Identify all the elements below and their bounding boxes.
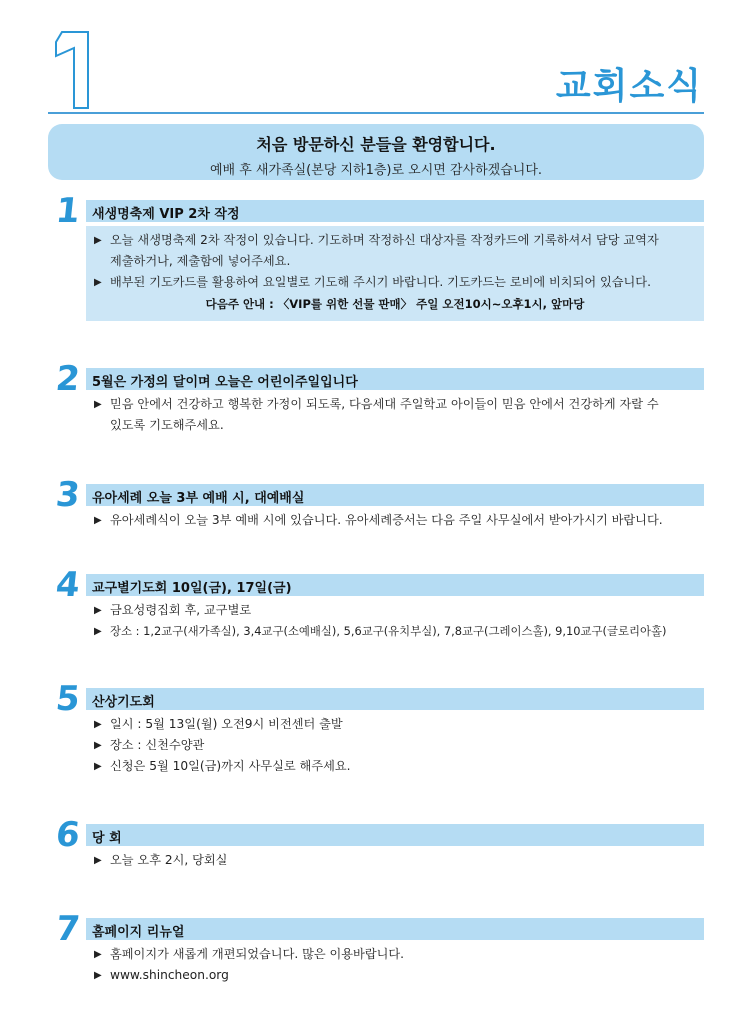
list-item: ▶ 오늘 오후 2시, 당회실 bbox=[86, 850, 704, 871]
bullet-icon: ▶ bbox=[94, 399, 102, 410]
section-number: 5 bbox=[53, 679, 82, 719]
list-item: ▶ 장소 : 신천수양관 bbox=[86, 735, 704, 756]
list-item: ▶ 장소 : 1,2교구(새가족실), 3,4교구(소예배실), 5,6교구(유치부실), 7,8교구(그레이스홀), 9,10교구(글로리아홀) bbox=[86, 621, 704, 642]
section-content bbox=[86, 600, 704, 642]
list-item: ▶ 일시 : 5월 13일(월) 오전9시 비전센터 출발 bbox=[86, 714, 704, 735]
welcome-banner bbox=[48, 124, 704, 180]
bullet-icon: ▶ bbox=[94, 761, 102, 772]
list-item: ▶ 홈페이지가 새롭게 개편되었습니다. 많은 이용바랍니다. bbox=[86, 944, 704, 965]
section-number: 6 bbox=[53, 815, 82, 855]
next-week-note: 다음주 안내 : 〈VIP를 위한 선물 판매〉 주일 오전10시~오후1시, 앞마당 bbox=[205, 297, 585, 311]
section-content bbox=[86, 944, 704, 986]
section-heading-bar bbox=[86, 918, 704, 940]
list-item: ▶ 신청은 5월 10일(금)까지 사무실로 해주세요. bbox=[86, 756, 704, 777]
section-content bbox=[86, 510, 704, 531]
bullet-icon: ▶ bbox=[94, 740, 102, 751]
section-number: 4 bbox=[53, 565, 82, 605]
section-heading: 당 회 bbox=[92, 831, 122, 846]
section-number: 3 bbox=[53, 475, 82, 515]
section-heading-bar bbox=[86, 824, 704, 846]
section-content bbox=[86, 714, 704, 777]
list-item bbox=[86, 965, 704, 986]
section-number: 2 bbox=[53, 359, 82, 399]
section-number: 7 bbox=[53, 909, 82, 949]
list-item-continued: 제출하거나, 제출함에 넣어주세요. bbox=[110, 254, 291, 268]
section-heading: 홈페이지 리뉴얼 bbox=[92, 925, 185, 940]
section-heading-bar bbox=[86, 200, 704, 222]
bullet-icon: ▶ bbox=[94, 970, 102, 981]
section-heading-bar bbox=[86, 574, 704, 596]
title-divider bbox=[48, 112, 704, 114]
list-item-continued: 있도록 기도해주세요. bbox=[110, 418, 224, 432]
bullet-icon: ▶ bbox=[94, 719, 102, 730]
list-item: ▶ 믿음 안에서 건강하고 행복한 가정이 되도록, 다음세대 주일학교 아이들이 믿음 안에서 건강하게 자랄 수 bbox=[86, 394, 704, 415]
section-heading-bar bbox=[86, 368, 704, 390]
bullet-icon: ▶ bbox=[94, 515, 102, 526]
section-content bbox=[86, 226, 704, 321]
page-number-outline bbox=[40, 28, 104, 116]
section-heading-bar bbox=[86, 484, 704, 506]
welcome-subtitle: 예배 후 새가족실(본당 지하1층)로 오시면 감사하겠습니다. bbox=[209, 163, 543, 178]
bullet-icon: ▶ bbox=[94, 949, 102, 960]
bullet-icon: ▶ bbox=[94, 605, 102, 616]
bullet-icon: ▶ bbox=[94, 855, 102, 866]
section-heading: 5월은 가정의 달이며 오늘은 어린이주일입니다 bbox=[92, 375, 358, 390]
list-item: ▶ 유아세례식이 오늘 3부 예배 시에 있습니다. 유아세례증서는 다음 주일 사무실에서 받아가시기 바랍니다. bbox=[86, 510, 704, 531]
section-heading-bar bbox=[86, 688, 704, 710]
bullet-icon: ▶ bbox=[94, 235, 102, 246]
section-heading: 새생명축제 VIP 2차 작정 bbox=[92, 207, 240, 222]
list-item: ▶ 금요성령집회 후, 교구별로 bbox=[86, 600, 704, 621]
page-title: 교회소식 bbox=[555, 66, 703, 107]
section-heading: 교구별기도회 10일(금), 17일(금) bbox=[92, 581, 292, 596]
list-item: ▶ 오늘 새생명축제 2차 작정이 있습니다. 기도하며 작정하신 대상자를 작정카드에 기록하셔서 담당 교역자 bbox=[86, 230, 704, 251]
bullet-icon: ▶ bbox=[94, 626, 102, 637]
section-heading: 유아세례 오늘 3부 예배 시, 대예배실 bbox=[92, 491, 305, 506]
section-content bbox=[86, 850, 704, 871]
section-heading: 산상기도회 bbox=[92, 695, 155, 710]
list-item: ▶ 배부된 기도카드를 활용하여 요일별로 기도해 주시기 바랍니다. 기도카드는 로비에 비치되어 있습니다. bbox=[86, 272, 704, 293]
welcome-title: 처음 방문하신 분들을 환영합니다. bbox=[256, 135, 496, 154]
section-number: 1 bbox=[53, 191, 82, 231]
bullet-icon: ▶ bbox=[94, 277, 102, 288]
homepage-link[interactable]: www.shincheon.org bbox=[110, 968, 229, 982]
section-content bbox=[86, 394, 704, 436]
